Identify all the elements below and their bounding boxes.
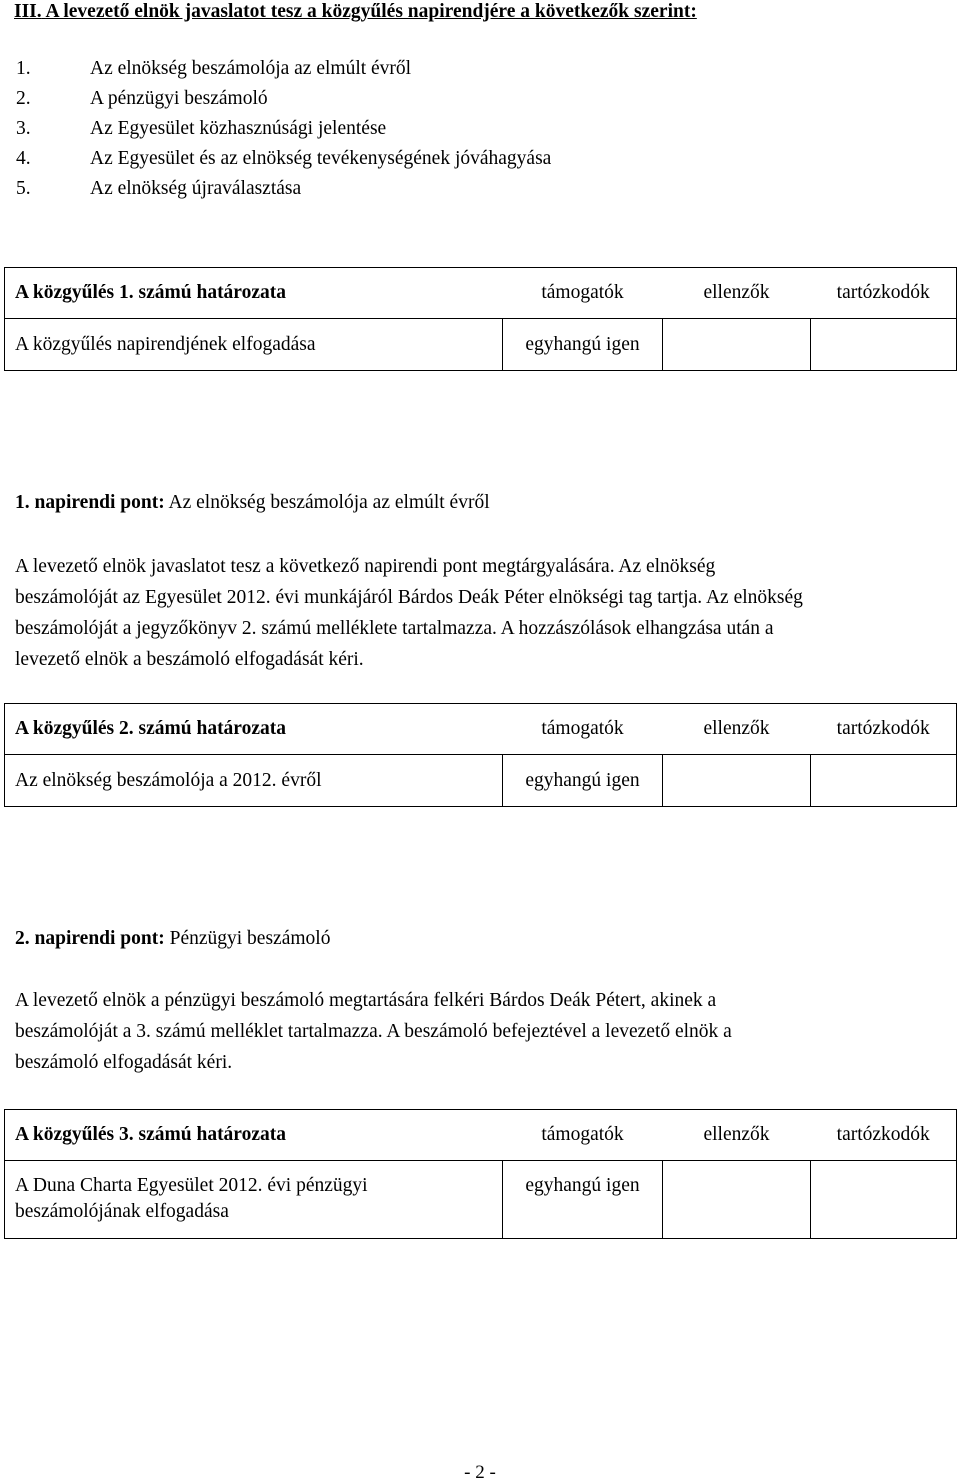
agenda-point-2-body: A levezető elnök a pénzügyi beszámoló megtartására felkéri Bárdos Deák Pétert, akinek a beszámolóját a 3. számú melléklet tartalmazza. A beszámoló befejeztével a levezető elnök a beszámoló elfogadását kéri. (15, 990, 732, 1073)
vote-against (663, 319, 811, 371)
page-number: - 2 - (464, 1462, 496, 1483)
resolution-subject: Az elnökség beszámolója a 2012. évről (5, 755, 503, 807)
agenda-item: 2. A pénzügyi beszámoló (16, 88, 268, 109)
vote-support: egyhangú igen (503, 1161, 663, 1239)
agenda-point-1-body: A levezető elnök javaslatot tesz a következő napirendi pont megtárgyalására. Az elnökség beszámolóját az Egyesület 2012. évi munkájáról Bárdos Deák Péter elnökségi tag tartja. Az elnökség beszámolóját a jegyzőkönyv 2. számú melléklete tartalmazza. A hozzászólások elhangzása után a levezető elnök a beszámoló elfogadását kéri. (15, 556, 803, 670)
section-number: III. (14, 1, 42, 22)
resolution-table-2 (4, 703, 957, 807)
agenda-point-2-heading: 2. napirendi pont: Pénzügyi beszámoló (15, 928, 331, 949)
col-support: támogatók (503, 1110, 663, 1161)
resolution-subject: A Duna Charta Egyesület 2012. évi pénzügyi beszámolójának elfogadása (5, 1161, 503, 1239)
vote-abstain (811, 755, 957, 807)
vote-against (663, 755, 811, 807)
resolution-table-1 (4, 267, 957, 371)
vote-support: egyhangú igen (503, 755, 663, 807)
vote-abstain (811, 1161, 957, 1239)
agenda-item: 5. Az elnökség újraválasztása (16, 178, 302, 199)
col-support: támogatók (503, 268, 663, 319)
resolution-title: A közgyűlés 1. számú határozata (5, 268, 503, 319)
resolution-title: A közgyűlés 2. számú határozata (5, 704, 503, 755)
agenda-item: 1. Az elnökség beszámolója az elmúlt évről (16, 58, 412, 79)
vote-support: egyhangú igen (503, 319, 663, 371)
col-abstain: tartózkodók (811, 704, 957, 755)
agenda-item: 4. Az Egyesület és az elnökség tevékenységének jóváhagyása (16, 148, 552, 169)
vote-against (663, 1161, 811, 1239)
col-against: ellenzők (663, 704, 811, 755)
col-abstain: tartózkodók (811, 268, 957, 319)
agenda-point-1-heading: 1. napirendi pont: Az elnökség beszámolója az elmúlt évről (15, 492, 490, 513)
resolution-subject: A közgyűlés napirendjének elfogadása (5, 319, 503, 371)
resolution-table-3 (4, 1109, 957, 1239)
section-title: A levezető elnök javaslatot tesz a közgyűlés napirendjére a következők szerint: (45, 1, 697, 22)
vote-abstain (811, 319, 957, 371)
section-heading (14, 1, 697, 23)
col-abstain: tartózkodók (811, 1110, 957, 1161)
agenda-item: 3. Az Egyesület közhasznúsági jelentése (16, 118, 387, 139)
col-support: támogatók (503, 704, 663, 755)
col-against: ellenzők (663, 1110, 811, 1161)
resolution-title: A közgyűlés 3. számú határozata (5, 1110, 503, 1161)
col-against: ellenzők (663, 268, 811, 319)
